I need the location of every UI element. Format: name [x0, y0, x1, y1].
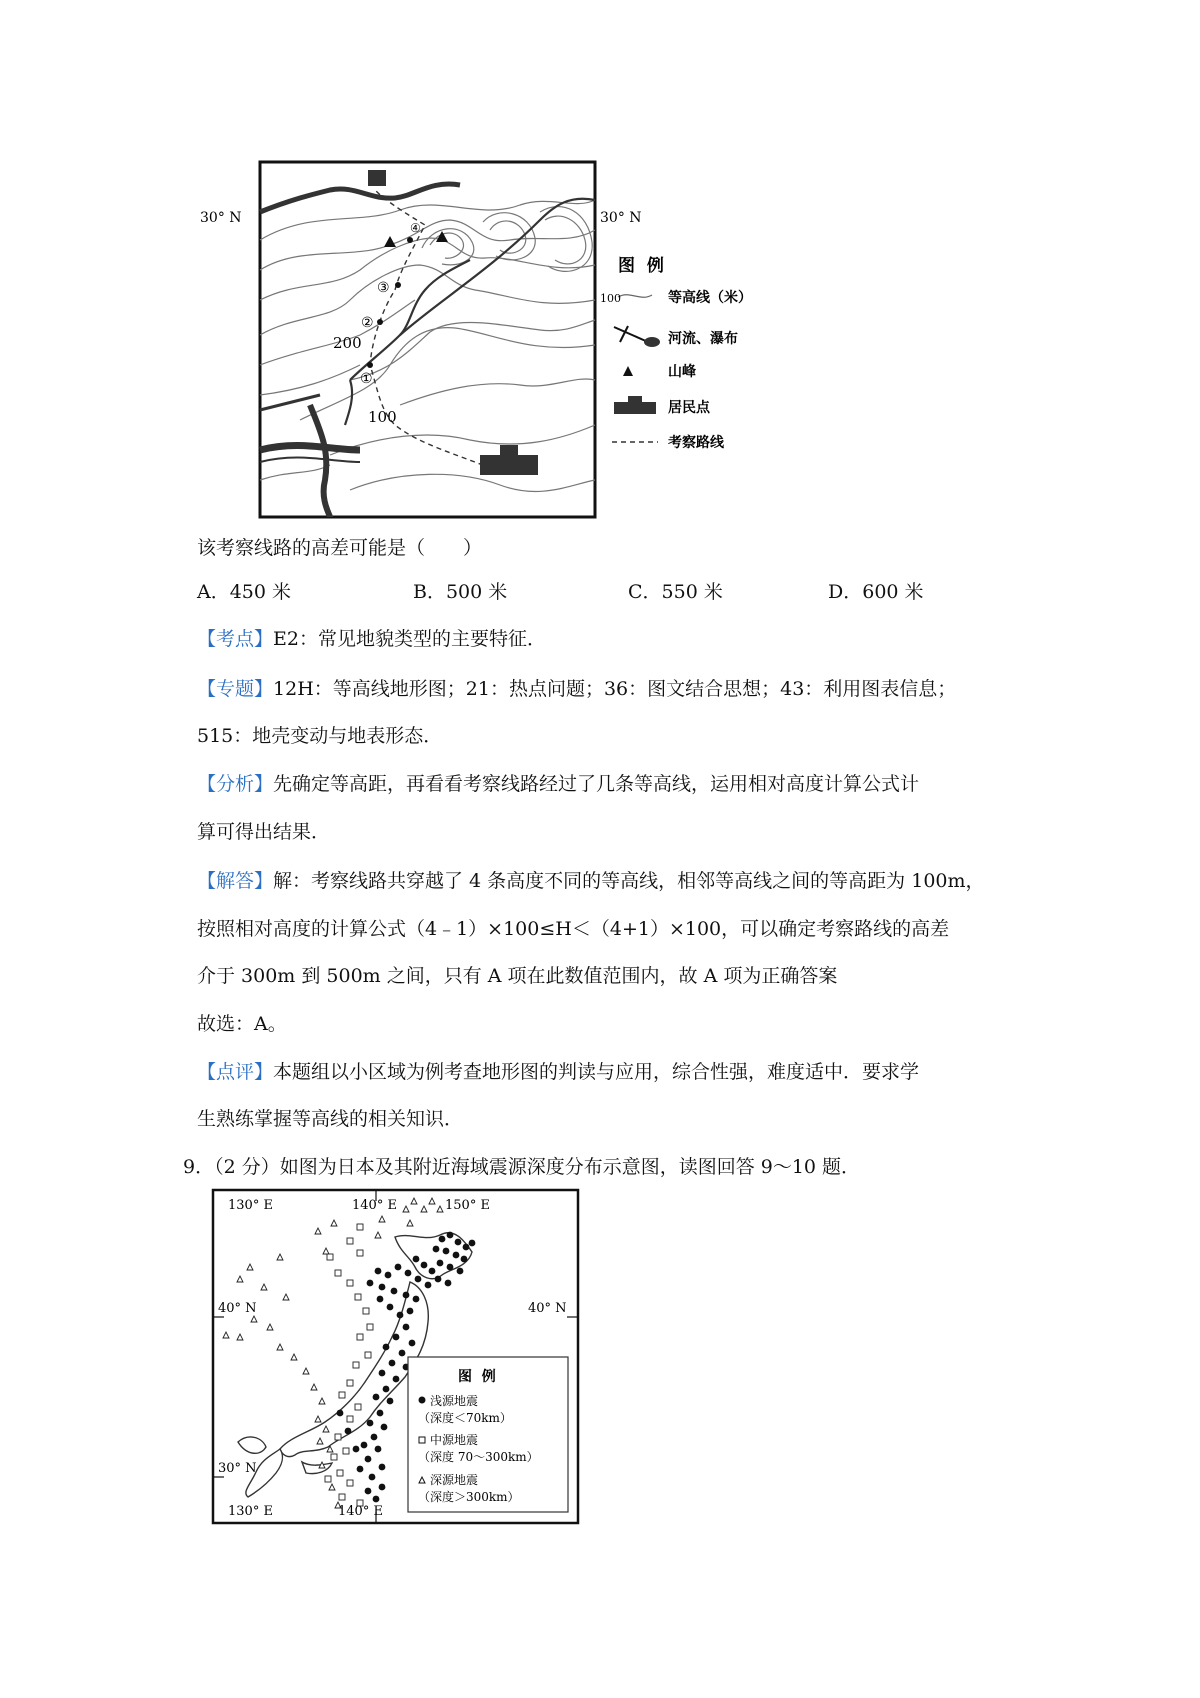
- legend-deep-depth: （深度＞300km）: [418, 1490, 520, 1504]
- earthquake-map-figure: [210, 1187, 582, 1527]
- shallow-quake-marker: [379, 1284, 386, 1291]
- middle-quake-marker: [347, 1416, 353, 1422]
- shallow-quake-marker: [429, 1268, 436, 1275]
- shallow-quake-marker: [415, 1276, 422, 1283]
- lat-label-right: 30° N: [600, 210, 642, 226]
- zhuanti-text-1: 12H：等高线地形图；21：热点问题；36：图文结合思想；43：利用图表信息；: [273, 678, 957, 700]
- middle-quake-marker: [357, 1334, 363, 1340]
- peak-icon: [623, 366, 633, 376]
- shallow-quake-marker: [387, 1398, 394, 1405]
- shallow-quake-marker: [365, 1488, 372, 1495]
- shallow-quake-marker: [443, 1248, 450, 1255]
- shallow-quake-marker: [405, 1270, 412, 1277]
- shallow-quake-marker: [463, 1244, 470, 1251]
- lon-140-bottom: 140° E: [338, 1504, 383, 1519]
- lon-130-bottom: 130° E: [228, 1504, 273, 1519]
- zhuanti-line-2: 515：地壳变动与地表形态．: [197, 725, 443, 747]
- route-point: [367, 362, 373, 368]
- contour-map-figure: [200, 150, 752, 525]
- shallow-quake-marker: [357, 1466, 364, 1473]
- shallow-quake-marker: [461, 1256, 468, 1263]
- contour-label-200: 200: [333, 334, 362, 352]
- middle-quake-marker: [335, 1434, 341, 1440]
- shallow-quake-marker: [377, 1296, 384, 1303]
- map1-legend: [600, 255, 752, 451]
- legend-title: 图 例: [618, 256, 664, 276]
- fenxi-line-2: 算可得出结果．: [197, 821, 331, 843]
- lon-140-top: 140° E: [352, 1198, 397, 1213]
- river-waterfall-icon: [614, 327, 648, 342]
- shallow-quake-marker: [469, 1240, 476, 1247]
- legend-middle: 中源地震: [430, 1433, 479, 1447]
- kaodian-text: E2：常见地貌类型的主要特征．: [273, 628, 546, 650]
- legend-middle-depth: （深度 70～300km）: [418, 1450, 539, 1464]
- legend-peak: 山峰: [668, 364, 696, 380]
- shallow-quake-marker: [407, 1308, 414, 1315]
- shallow-quake-marker: [403, 1324, 410, 1331]
- shallow-quake-marker: [391, 1288, 398, 1295]
- fenxi-text-1: 先确定等高距，再看看考察线路经过了几条等高线，运用相对高度计算公式计: [273, 773, 920, 795]
- middle-quake-marker: [331, 1454, 337, 1460]
- jieda-tag: 【解答】: [197, 870, 274, 892]
- question-9-stem: 9．（2 分）如图为日本及其附近海域震源深度分布示意图，读图回答 9～10 题．: [183, 1156, 861, 1178]
- jieda-line-2: 按照相对高度的计算公式（4﹣1）×100≤H＜（4+1）×100，可以确定考察路线的高差: [197, 918, 950, 940]
- shallow-quake-marker: [379, 1484, 386, 1491]
- kaodian-tag: 【考点】: [197, 628, 274, 650]
- settlement-icon: [614, 396, 656, 414]
- middle-quake-marker: [365, 1352, 371, 1358]
- map2-legend: [408, 1357, 568, 1512]
- middle-quake-marker: [325, 1476, 331, 1482]
- middle-quake-marker: [339, 1392, 345, 1398]
- option-c: C．550 米: [628, 581, 723, 603]
- lon-150-top: 150° E: [445, 1198, 490, 1213]
- legend-contour: 等高线（米）: [668, 290, 752, 306]
- shallow-quake-marker: [421, 1262, 428, 1269]
- shallow-quake-marker: [377, 1410, 384, 1417]
- shallow-quake-marker: [375, 1268, 382, 1275]
- jieda-line-4: 故选：A。: [197, 1013, 287, 1035]
- shallow-quake-marker: [379, 1370, 386, 1377]
- middle-quake-marker: [347, 1280, 353, 1286]
- jieda-line-1: [197, 869, 985, 893]
- shallow-quake-marker: [437, 1260, 444, 1267]
- shallow-quake-marker: [433, 1246, 440, 1253]
- shallow-quake-marker: [453, 1252, 460, 1259]
- jieda-line-3: 介于 300m 到 500m 之间，只有 A 项在此数值范围内，故 A 项为正确答案: [197, 965, 838, 987]
- kaodian-line: [197, 627, 546, 651]
- shallow-quake-icon: [419, 1397, 426, 1404]
- legend-deep: 深源地震: [430, 1473, 479, 1487]
- shallow-quake-marker: [373, 1394, 380, 1401]
- option-d: D．600 米: [828, 581, 924, 603]
- shallow-quake-marker: [399, 1350, 406, 1357]
- shallow-quake-marker: [373, 1496, 380, 1503]
- point-1-label: ①: [360, 371, 373, 387]
- fenxi-line-1: [197, 772, 919, 796]
- middle-quake-marker: [339, 1494, 345, 1500]
- shallow-quake-marker: [337, 1410, 344, 1417]
- dianping-tag: 【点评】: [197, 1061, 274, 1083]
- route-point: [407, 237, 413, 243]
- lat-label-left: 30° N: [200, 210, 242, 226]
- middle-quake-icon: [419, 1437, 425, 1443]
- shallow-quake-marker: [385, 1272, 392, 1279]
- map2-legend-title: 图 例: [458, 1369, 496, 1385]
- shallow-quake-marker: [413, 1296, 420, 1303]
- middle-quake-marker: [343, 1448, 349, 1454]
- zhuanti-tag: 【专题】: [197, 678, 274, 700]
- zhuanti-line-1: [197, 677, 956, 701]
- shallow-quake-marker: [361, 1442, 368, 1449]
- shallow-quake-marker: [371, 1434, 378, 1441]
- legend-shallow: 浅源地震: [430, 1394, 479, 1408]
- question-stem: 该考察线路的高差可能是（ ）: [197, 537, 483, 559]
- shallow-quake-marker: [367, 1420, 374, 1427]
- legend-settlement: 居民点: [668, 400, 710, 416]
- waterfall-mark-icon: [620, 326, 628, 342]
- middle-quake-marker: [347, 1380, 353, 1386]
- shallow-quake-marker: [445, 1280, 452, 1287]
- middle-quake-marker: [347, 1480, 353, 1486]
- shallow-quake-marker: [439, 1236, 446, 1243]
- point-3-label: ③: [377, 280, 390, 296]
- lat-40-right: 40° N: [528, 1301, 567, 1316]
- option-b: B．500 米: [413, 581, 508, 603]
- shallow-quake-marker: [457, 1268, 464, 1275]
- shallow-quake-marker: [403, 1292, 410, 1299]
- waterfall-blob-icon: [644, 337, 660, 347]
- shallow-quake-marker: [381, 1424, 388, 1431]
- legend-route: 考察路线: [668, 435, 724, 451]
- shallow-quake-marker: [397, 1312, 404, 1319]
- shallow-quake-marker: [345, 1428, 352, 1435]
- lon-130-top: 130° E: [228, 1198, 273, 1213]
- shallow-quake-marker: [367, 1280, 374, 1287]
- dianping-line-1: [197, 1060, 919, 1084]
- shallow-quake-marker: [393, 1376, 400, 1383]
- shallow-quake-marker: [379, 1464, 386, 1471]
- point-4-label: ④: [410, 221, 421, 235]
- middle-quake-marker: [363, 1308, 369, 1314]
- dianping-text-1: 本题组以小区域为例考查地形图的判读与应用，综合性强，难度适中．要求学: [273, 1061, 920, 1083]
- middle-quake-marker: [355, 1294, 361, 1300]
- shallow-quake-marker: [425, 1282, 432, 1289]
- shallow-quake-marker: [435, 1276, 442, 1283]
- shallow-quake-marker: [447, 1232, 454, 1239]
- shallow-quake-marker: [413, 1256, 420, 1263]
- point-2-label: ②: [361, 315, 374, 331]
- middle-quake-marker: [355, 1404, 361, 1410]
- middle-quake-marker: [337, 1470, 343, 1476]
- shallow-quake-marker: [365, 1456, 372, 1463]
- shallow-quake-marker: [375, 1446, 382, 1453]
- middle-quake-marker: [367, 1324, 373, 1330]
- shallow-quake-marker: [455, 1239, 462, 1246]
- shallow-quake-marker: [447, 1264, 454, 1271]
- shallow-quake-marker: [387, 1304, 394, 1311]
- legend-river: 河流、瀑布: [668, 331, 738, 347]
- lat-30-left: 30° N: [218, 1461, 257, 1476]
- middle-quake-marker: [347, 1238, 353, 1244]
- contour-label-100: 100: [368, 408, 397, 426]
- option-a: A．450 米: [197, 581, 292, 603]
- route-point: [377, 319, 383, 325]
- legend-shallow-depth: （深度＜70km）: [418, 1411, 512, 1425]
- shallow-quake-marker: [389, 1360, 396, 1367]
- settlement-top: [368, 170, 386, 186]
- middle-quake-marker: [357, 1250, 363, 1256]
- jieda-text-1: 解：考察线路共穿越了 4 条高度不同的等高线，相邻等高线之间的等高距为 100m，: [273, 870, 985, 892]
- lat-40-left: 40° N: [218, 1301, 257, 1316]
- shallow-quake-marker: [369, 1474, 376, 1481]
- middle-quake-marker: [357, 1224, 363, 1230]
- middle-quake-marker: [353, 1362, 359, 1368]
- fenxi-tag: 【分析】: [197, 773, 274, 795]
- middle-quake-marker: [327, 1254, 333, 1260]
- middle-quake-marker: [335, 1270, 341, 1276]
- shallow-quake-marker: [395, 1264, 402, 1271]
- shallow-quake-marker: [409, 1340, 416, 1347]
- shallow-quake-marker: [353, 1446, 360, 1453]
- route-point: [395, 282, 401, 288]
- shallow-quake-marker: [383, 1344, 390, 1351]
- legend-contour-sample: 100: [600, 292, 621, 305]
- shallow-quake-marker: [393, 1334, 400, 1341]
- contour-line-icon: [618, 295, 652, 298]
- dianping-line-2: 生熟练掌握等高线的相关知识．: [197, 1108, 464, 1130]
- shallow-quake-marker: [383, 1386, 390, 1393]
